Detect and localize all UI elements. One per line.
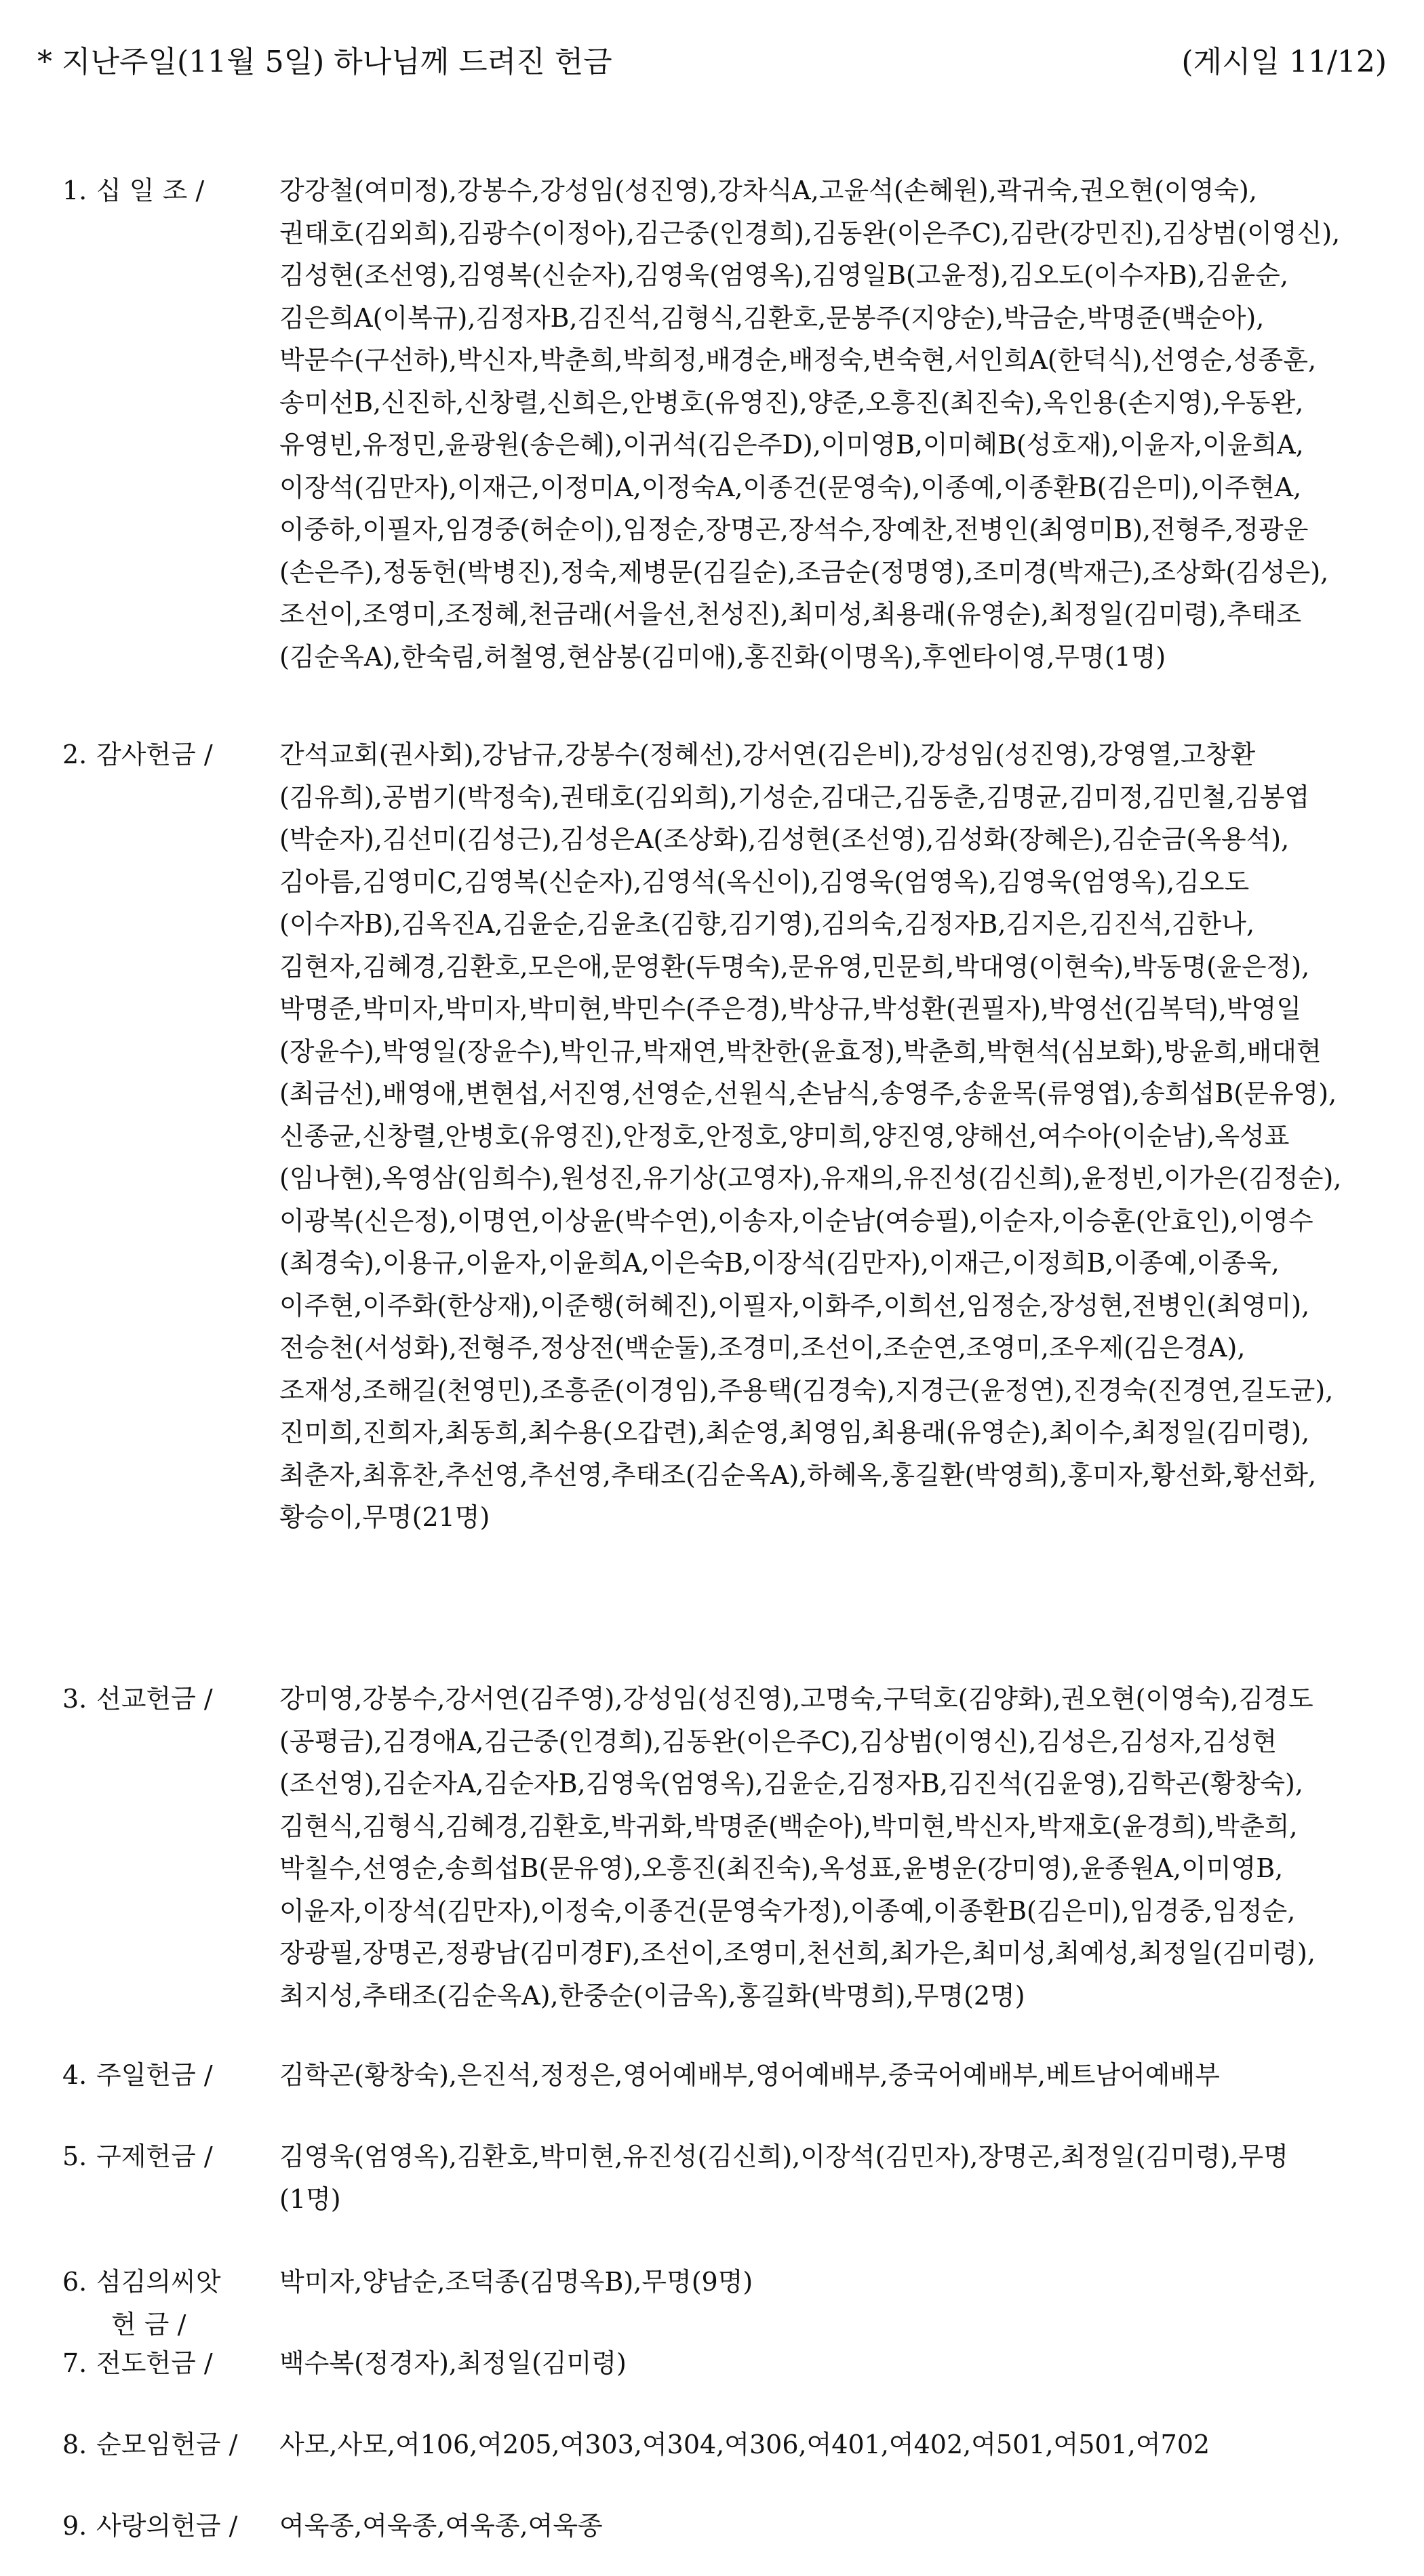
page-title: * 지난주일(11월 5일) 하나님께 드려진 헌금 — [37, 45, 612, 79]
donor-line: (최금선),배영애,변현섭,서진영,선영순,선원식,손남식,송영주,송윤목(류영엽),송희섭B(문유영), — [279, 1079, 1337, 1108]
donor-line: 박문수(구선하),박신자,박춘희,박희정,배경순,배정숙,변숙현,서인희A(한덕식),선영순,성종훈, — [279, 345, 1317, 375]
donor-line: 이중하,이필자,임경중(허순이),임정순,장명곤,장석수,장예찬,전병인(최영미B),전형주,정광운 — [279, 515, 1309, 544]
donor-line: (장윤수),박영일(장윤수),박인규,박재연,박찬한(윤효정),박춘희,박현석(심보화),방윤희,배대현 — [279, 1036, 1322, 1066]
section-label: 십 일 조 / — [96, 176, 205, 205]
donor-line: 신종균,신창렬,안병호(유영진),안정호,안정호,양미희,양진영,양해선,여수아(이순남),옥성표 — [279, 1121, 1290, 1151]
donor-list — [279, 169, 1391, 678]
donor-line: (임나현),옥영삼(임희수),원성진,유기상(고영자),유재의,유진성(김신희),윤정빈,이가은(김정순), — [279, 1163, 1342, 1193]
donor-line: 사모,사모,여106,여205,여303,여304,여306,여401,여402,여501,여501,여702 — [279, 2430, 1210, 2459]
donor-line: 박명준,박미자,박미자,박미현,박민수(주은경),박상규,박성환(권필자),박영선(김복덕),박영일 — [279, 994, 1302, 1024]
donor-line: 이윤자,이장석(김만자),이정숙,이종건(문영숙가정),이종예,이종환B(김은미),임경중,임정순, — [279, 1895, 1296, 1926]
donor-line: (김유희),공범기(박정숙),권태호(김외희),기성순,김대근,김동춘,김명균,김미정,김민철,김봉엽 — [279, 782, 1310, 812]
section-label: 순모임헌금 / — [96, 2430, 238, 2459]
donor-line: 김현자,김혜경,김환호,모은애,문영환(두명숙),문유영,민문희,박대영(이현숙),박동명(윤은정), — [279, 951, 1310, 982]
section-number: 6. — [62, 2267, 87, 2297]
section-label: 선교헌금 / — [96, 1684, 213, 1714]
donor-line: (최경숙),이용규,이윤자,이윤희A,이은숙B,이장석(김만자),이재근,이정희B,이종예,이종욱, — [279, 1248, 1280, 1278]
donor-line: 김아름,김영미C,김영복(신순자),김영석(옥신이),김영욱(엄영옥),김영욱(엄영옥),김오도 — [279, 866, 1250, 897]
donor-line: (손은주),정동헌(박병진),정숙,제병문(김길순),조금순(정명영),조미경(박재근),조상화(김성은), — [279, 557, 1329, 587]
donor-list — [279, 2423, 1391, 2466]
donor-line: (이수자B),김옥진A,김윤순,김윤초(김향,김기영),김의숙,김정자B,김지은,김진석,김한나, — [279, 909, 1255, 939]
donor-line: (공평금),김경애A,김근중(인경희),김동완(이은주C),김상범(이영신),김성은,김성자,김성현 — [279, 1726, 1278, 1756]
donor-line: 황승이,무명(21명) — [279, 1502, 490, 1532]
donor-line: 전승천(서성화),전형주,정상전(백순둘),조경미,조선이,조순연,조영미,조우제(김은경A), — [279, 1333, 1246, 1363]
section-label: 구제헌금 / — [96, 2141, 213, 2171]
section-number: 3. — [62, 1684, 87, 1714]
section-label: 사랑의헌금 / — [96, 2511, 238, 2541]
section-label: 주일헌금 / — [96, 2060, 213, 2090]
donor-line: 백수복(정경자),최정일(김미령) — [279, 2348, 627, 2378]
donor-line: 간석교회(권사회),강남규,강봉수(정혜선),강서연(김은비),강성임(성진영),강영열,고창환 — [279, 740, 1256, 769]
donor-line: 진미희,진희자,최동희,최수용(오갑련),최순영,최영임,최용래(유영순),최이수,최정일(김미령), — [279, 1417, 1310, 1447]
donor-list — [279, 2342, 1391, 2385]
donor-line: 여욱종,여욱종,여욱종,여욱종 — [279, 2511, 603, 2541]
donor-line: 조선이,조영미,조정혜,천금래(서을선,천성진),최미성,최용래(유영순),최정일(김미령),추태조 — [279, 599, 1302, 629]
donor-line: 최춘자,최휴찬,추선영,추선영,추태조(김순옥A),하혜옥,홍길환(박영희),홍미자,황선화,황선화, — [279, 1460, 1317, 1490]
section-number: 1. — [62, 176, 87, 205]
donor-line: 김은희A(이복규),김정자B,김진석,김형식,김환호,문봉주(지양순),박금순,박명준(백순아), — [279, 302, 1265, 333]
donor-line: 송미선B,신진하,신창렬,신희은,안병호(유영진),양준,오흥진(최진숙),옥인용(손지영),우동완, — [279, 387, 1304, 418]
donor-line: 김학곤(황창숙),은진석,정정은,영어예배부,영어예배부,중국어예배부,베트남어예배부 — [279, 2060, 1220, 2090]
donor-line: 강미영,강봉수,강서연(김주영),강성임(성진영),고명숙,구덕호(김양화),권오현(이영숙),김경도 — [279, 1684, 1313, 1714]
donor-line: 최지성,추태조(김순옥A),한중순(이금옥),홍길화(박명희),무명(2명) — [279, 1980, 1025, 2011]
section-number: 9. — [62, 2511, 87, 2541]
donor-line: 박미자,양남순,조덕종(김명옥B),무명(9명) — [279, 2267, 753, 2297]
donor-line: 이광복(신은정),이명연,이상윤(박수연),이송자,이순남(여승필),이순자,이승훈(안효인),이영수 — [279, 1205, 1313, 1236]
donor-line: 강강철(여미정),강봉수,강성임(성진영),강차식A,고윤석(손혜원),곽귀숙,권오현(이영숙), — [279, 176, 1257, 205]
donor-line: 이주현,이주화(한상재),이준행(허혜진),이필자,이화주,이희선,임정순,장성현,전병인(최영미), — [279, 1290, 1310, 1321]
section-label: 섬김의씨앗 — [96, 2267, 221, 2297]
section-number: 5. — [62, 2141, 87, 2171]
posted-date: (게시일 11/12) — [1181, 45, 1387, 79]
section-label-line2: 헌 금 / — [111, 2309, 186, 2339]
donor-line: (조선영),김순자A,김순자B,김영욱(엄영옥),김윤순,김정자B,김진석(김윤영),김학곤(황창숙), — [279, 1769, 1303, 1798]
donor-list — [279, 1678, 1391, 2017]
section-label: 감사헌금 / — [96, 740, 213, 769]
donor-line: 장광필,장명곤,정광남(김미경F),조선이,조영미,천선희,최가은,최미성,최예성,최정일(김미령), — [279, 1938, 1316, 1968]
donor-list — [279, 2505, 1391, 2548]
donor-line: 김현식,김형식,김혜경,김환호,박귀화,박명준(백순아),박미현,박신자,박재호(윤경희),박춘희, — [279, 1811, 1298, 1841]
donor-list — [279, 733, 1391, 1539]
donor-line: (김순옥A),한숙림,허철영,현삼봉(김미애),홍진화(이명옥),후엔타이영,무명(1명) — [279, 641, 1166, 672]
donor-line: 권태호(김외희),김광수(이정아),김근중(인경희),김동완(이은주C),김란(강민진),김상범(이영신), — [279, 218, 1341, 248]
donor-line: (박순자),김선미(김성근),김성은A(조상화),김성현(조선영),김성화(장혜은),김순금(옥용석), — [279, 824, 1290, 854]
section-number: 7. — [62, 2348, 87, 2378]
section-number: 8. — [62, 2430, 87, 2459]
donor-line: 유영빈,유정민,윤광원(송은혜),이귀석(김은주D),이미영B,이미혜B(성호재),이윤자,이윤희A, — [279, 430, 1304, 460]
donor-line: (1명) — [279, 2183, 341, 2214]
donor-list — [279, 2135, 1391, 2220]
section-number: 4. — [62, 2060, 87, 2090]
section-number: 2. — [62, 740, 87, 769]
donor-line: 김영욱(엄영옥),김환호,박미현,유진성(김신희),이장석(김민자),장명곤,최정일(김미령),무명 — [279, 2141, 1288, 2171]
donor-line: 이장석(김만자),이재근,이정미A,이정숙A,이종건(문영숙),이종예,이종환B(김은미),이주현A, — [279, 472, 1302, 502]
donor-list — [279, 2054, 1391, 2097]
donor-line: 조재성,조해길(천영민),조흥준(이경임),주용택(김경숙),지경근(윤정연),진경숙(진경연,길도균), — [279, 1375, 1334, 1405]
donor-list — [279, 2261, 1391, 2303]
donor-line: 박칠수,선영순,송희섭B(문유영),오흥진(최진숙),옥성표,윤병운(강미영),윤종원A,이미영B, — [279, 1853, 1284, 1883]
donor-line: 김성현(조선영),김영복(신순자),김영욱(엄영옥),김영일B(고윤정),김오도(이수자B),김윤순, — [279, 260, 1288, 290]
header — [37, 42, 1387, 83]
section-label: 전도헌금 / — [96, 2348, 213, 2378]
